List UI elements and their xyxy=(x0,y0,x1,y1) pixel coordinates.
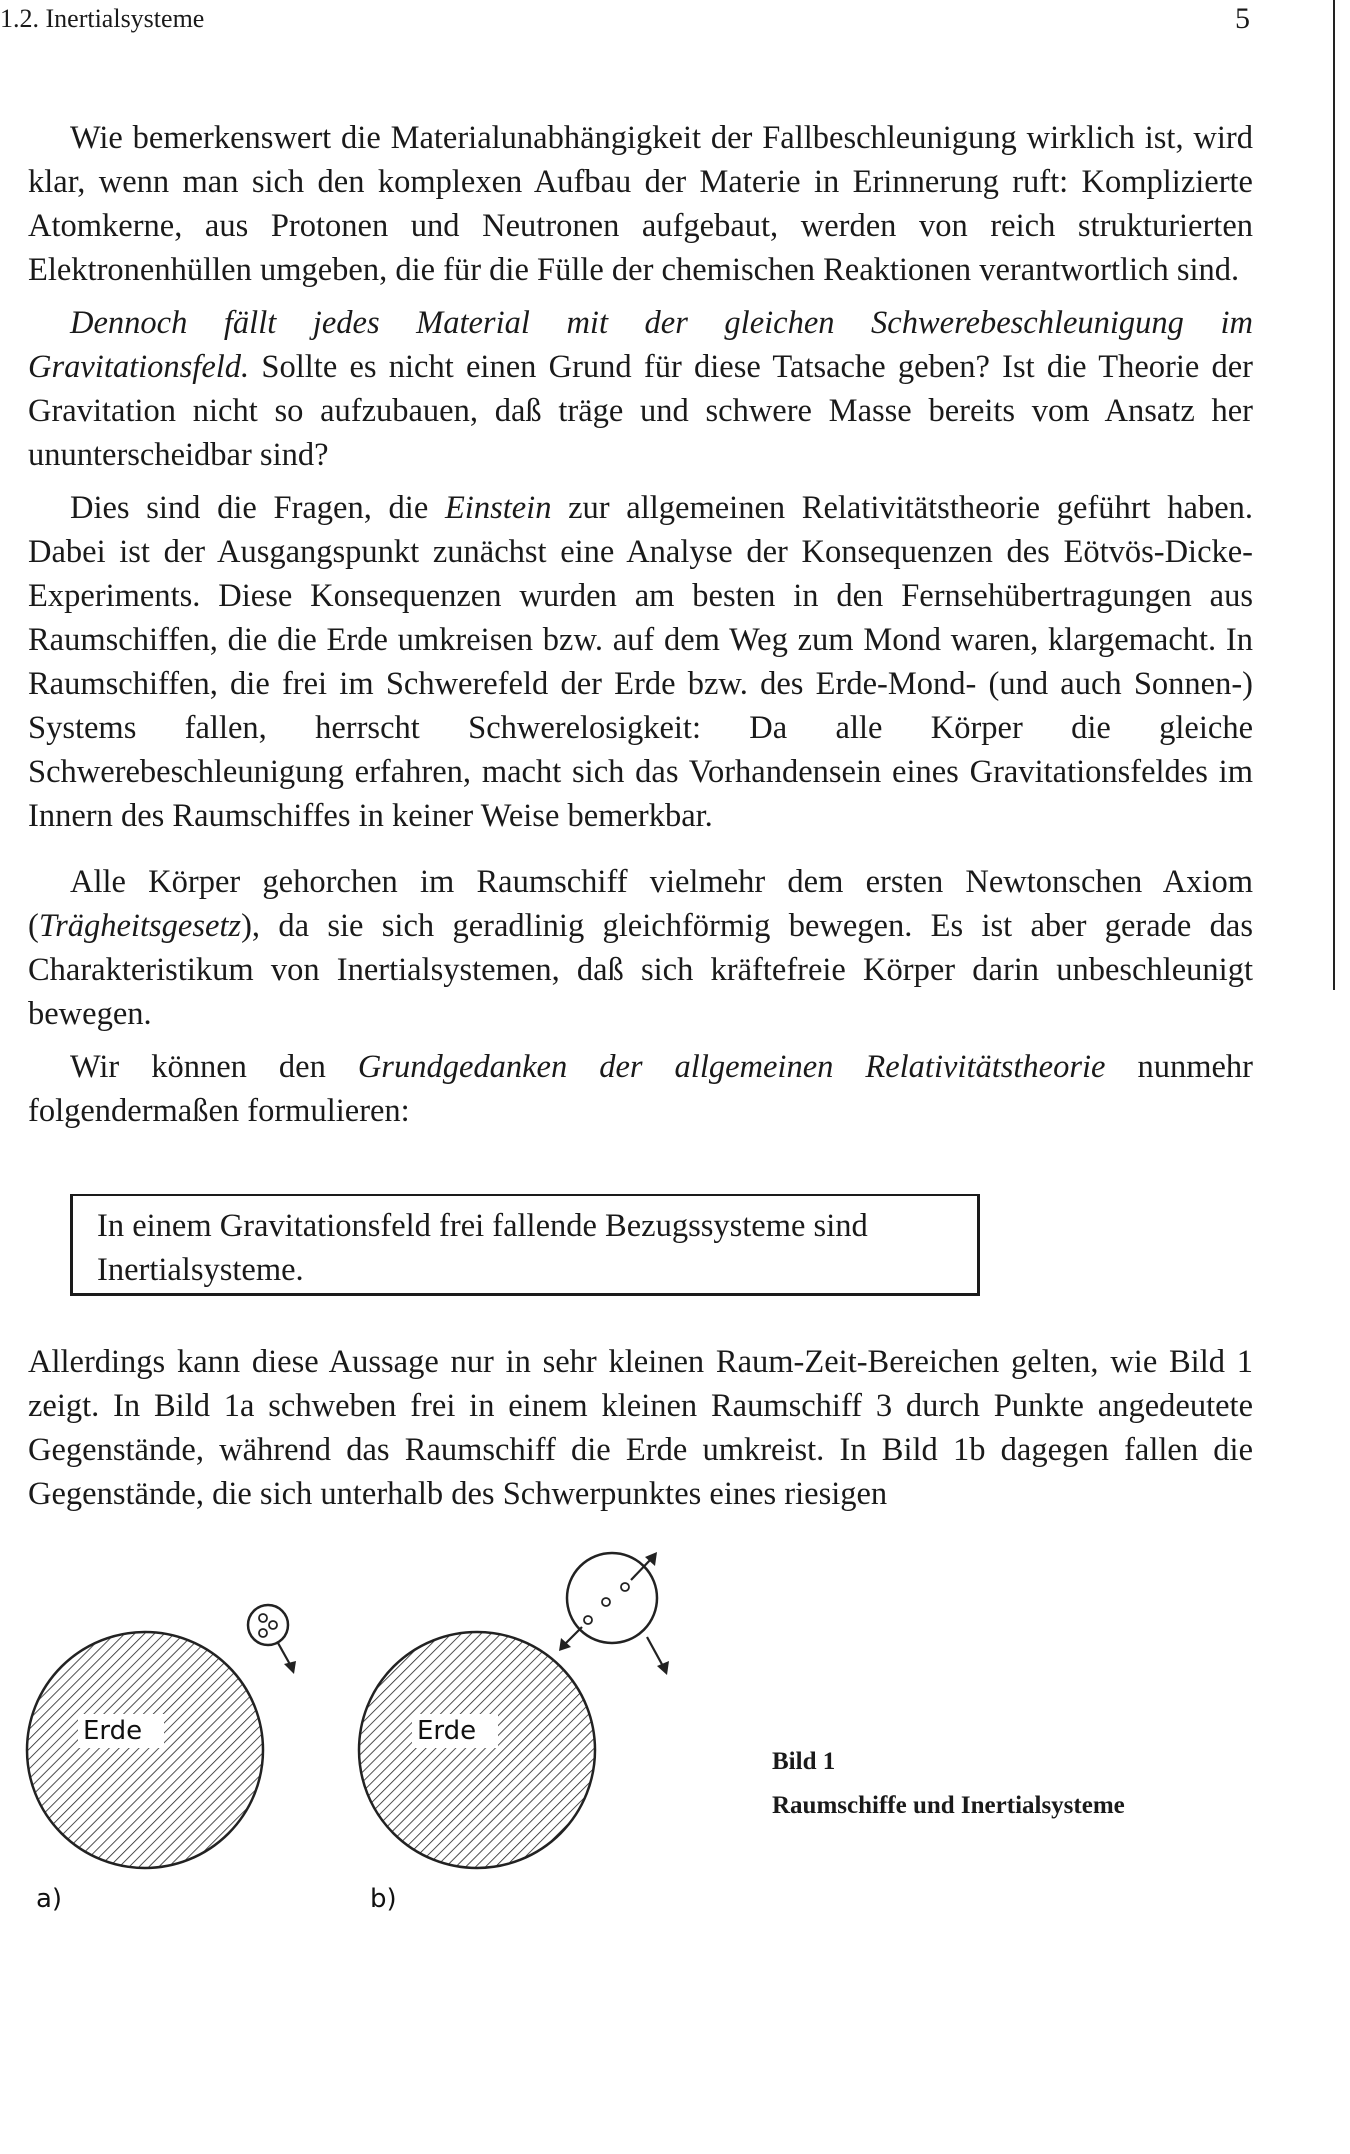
paragraph xyxy=(28,486,1253,838)
boxed-statement: In einem Gravitationsfeld frei fallende Bezugssysteme sind Inertialsysteme. xyxy=(70,1194,980,1296)
page-right-border xyxy=(1333,0,1335,990)
spaceship-a xyxy=(248,1605,296,1674)
earth-b-label: Erde xyxy=(417,1716,477,1746)
figure-caption xyxy=(772,1740,1125,1828)
text-run: Alle Körper gehorchen im Raumschiff vielmehr dem ersten Newtonschen Axiom ( xyxy=(28,864,1253,944)
panel-a xyxy=(27,1605,296,1868)
text-run: ), da sie sich geradlinig gleichförmig bewegen. Es ist aber gerade das Charakteristikum von Inertialsystemen, daß sich kräftefreie Körper darin unbeschleunigt bewegen. xyxy=(28,908,1253,1032)
earth-a xyxy=(27,1632,263,1868)
figure-1-drawing xyxy=(0,1540,1350,1940)
text-run: Wir können den xyxy=(70,1049,358,1085)
text-run: Sollte es nicht einen Grund für diese Tatsache geben? Ist die Theorie der Gravitation nicht so aufzubauen, daß träge und schwere Masse bereits vom Ansatz her ununterscheidbar sind? xyxy=(28,349,1253,473)
panel-b-tag: b) xyxy=(370,1884,397,1914)
emphasis-text: Dennoch fällt jedes Material mit der gleichen Schwerebeschleunigung im Gravitationsfeld. xyxy=(28,305,1253,385)
figure-1 xyxy=(0,1540,1350,1940)
emphasis-text: Grundgedanken der allgemeinen Relativitätstheorie xyxy=(357,1049,1106,1085)
caption-text: Raumschiffe und Inertialsysteme xyxy=(772,1792,1125,1819)
paragraph xyxy=(28,860,1253,1036)
text-run: Dies sind die Fragen, die xyxy=(70,490,445,526)
body-text xyxy=(28,116,1253,1142)
after-box-text xyxy=(28,1340,1253,1516)
earth-a-label: Erde xyxy=(83,1716,143,1746)
paragraph: Allerdings kann diese Aussage nur in sehr kleinen Raum-Zeit-Bereichen gelten, wie Bild 1 zeigt. In Bild 1a schweben frei in einem kleinen Raumschiff 3 durch Punkte angedeutete Gegenstände, während das Raumschiff die Erde umkreist. In Bild 1b dagegen fallen die Gegenstände, die sich unterhalb des Schwerpunktes eines riesigen xyxy=(28,1344,1253,1512)
text-run: Wie bemerkenswert die Materialunabhängigkeit der Fallbeschleunigung wirklich ist, wird klar, wenn man sich den komplexen Aufbau der Materie in Erinnerung ruft: Komplizierte Atomkerne, aus Protonen und Neutronen aufgebaut, werden von reich strukturierten Elektronenhüllen umgeben, die für die Fülle der chemischen Reaktionen verantwortlich sind. xyxy=(28,120,1253,288)
section-title: 1.2. Inertialsysteme xyxy=(0,4,205,33)
caption-title: Bild 1 xyxy=(772,1748,836,1775)
text-run: zur allgemeinen Relativitätstheorie geführt haben. Dabei ist der Ausgangspunkt zunächst eine Analyse der Konsequenzen des Eötvös-Dicke-Experiments. Diese Konsequenzen wurden am besten in den Fernsehübertragungen aus Raumschiffen, die die Erde umkreisen bzw. auf dem Weg zum Mond waren, klargemacht. In Raumschiffen, die frei im Schwerefeld der Erde bzw. des Erde-Mond- (und auch Sonnen-) Systems fallen, herrscht Schwerelosigkeit: Da alle Körper die gleiche Schwerebeschleunigung erfahren, macht sich das Vorhandensein eines Gravitationsfeldes im Innern des Raumschiffes in keiner Weise bemerkbar. xyxy=(28,490,1253,834)
emphasis-text: Einstein xyxy=(444,490,552,526)
running-header xyxy=(0,2,1260,36)
spaceship-b xyxy=(559,1552,669,1675)
paragraph xyxy=(28,116,1253,292)
earth-b xyxy=(359,1632,595,1868)
panel-a-tag: a) xyxy=(36,1884,63,1914)
paragraph xyxy=(28,1045,1253,1133)
emphasis-text: Trägheitsgesetz xyxy=(38,908,242,944)
paragraph xyxy=(28,301,1253,477)
page-number: 5 xyxy=(1235,2,1250,35)
text-run: nunmehr folgendermaßen formulieren: xyxy=(28,1049,1253,1129)
panel-b xyxy=(359,1552,669,1868)
